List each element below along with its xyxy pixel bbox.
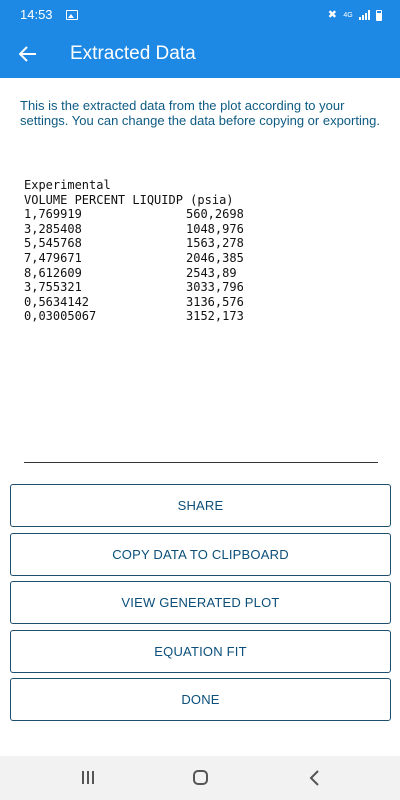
view-generated-plot-button[interactable]: VIEW GENERATED PLOT [10,581,391,624]
done-button[interactable]: DONE [10,678,391,721]
data-y-value: 2543,89 [186,265,237,280]
copy-to-clipboard-button[interactable]: COPY DATA TO CLIPBOARD [10,533,391,576]
network-type-label: 4G [343,11,353,19]
data-y-value: 3152,173 [186,309,244,324]
signal-icon [359,10,370,20]
divider [24,462,378,463]
data-y-value: 560,2698 [186,207,244,222]
data-row [24,236,380,251]
data-y-value: 3136,576 [186,294,244,309]
data-y-value: 1048,976 [186,221,244,236]
home-icon[interactable] [193,770,208,785]
arrow-back-icon [19,46,37,62]
data-rows [24,207,380,324]
recent-apps-icon[interactable] [82,771,94,784]
chevron-left-icon[interactable] [306,768,324,788]
data-row [24,295,380,310]
app-bar [0,30,400,78]
data-row [24,207,380,222]
page-title: Extracted Data [70,43,196,64]
data-y-value: 3033,796 [186,280,244,295]
data-x-value: 5,545768 [24,236,82,251]
data-row [24,266,380,281]
system-navigation-bar [0,756,400,800]
data-y-value: 1563,278 [186,236,244,251]
data-x-value: 3,755321 [24,280,82,295]
data-row [24,280,380,295]
gallery-notification-icon [66,10,78,20]
data-y-value: 2046,385 [186,250,244,265]
battery-icon [376,10,382,21]
equation-fit-button[interactable]: EQUATION FIT [10,630,391,673]
share-button[interactable]: SHARE [10,484,391,527]
data-header: VOLUME PERCENT LIQUIDP (psia) [24,192,234,207]
status-bar [0,0,400,30]
data-x-value: 7,479671 [24,250,82,265]
series-name: Experimental [24,178,111,192]
data-x-value: 3,285408 [24,221,82,236]
data-row [24,251,380,266]
status-icons [328,8,382,22]
data-x-value: 1,769919 [24,207,82,222]
data-row [24,222,380,237]
data-x-value: 0,03005067 [24,309,97,324]
intro-text: This is the extracted data from the plot according to your settings. You can change the data before copying or exporting. [20,98,380,128]
mute-icon: ✖ [327,9,337,21]
extracted-data-editor[interactable] [24,178,380,324]
data-row [24,309,380,324]
back-button[interactable] [12,38,44,70]
data-x-value: 8,612609 [24,265,82,280]
data-x-value: 0,5634142 [24,294,90,309]
status-time: 14:53 [20,7,53,22]
